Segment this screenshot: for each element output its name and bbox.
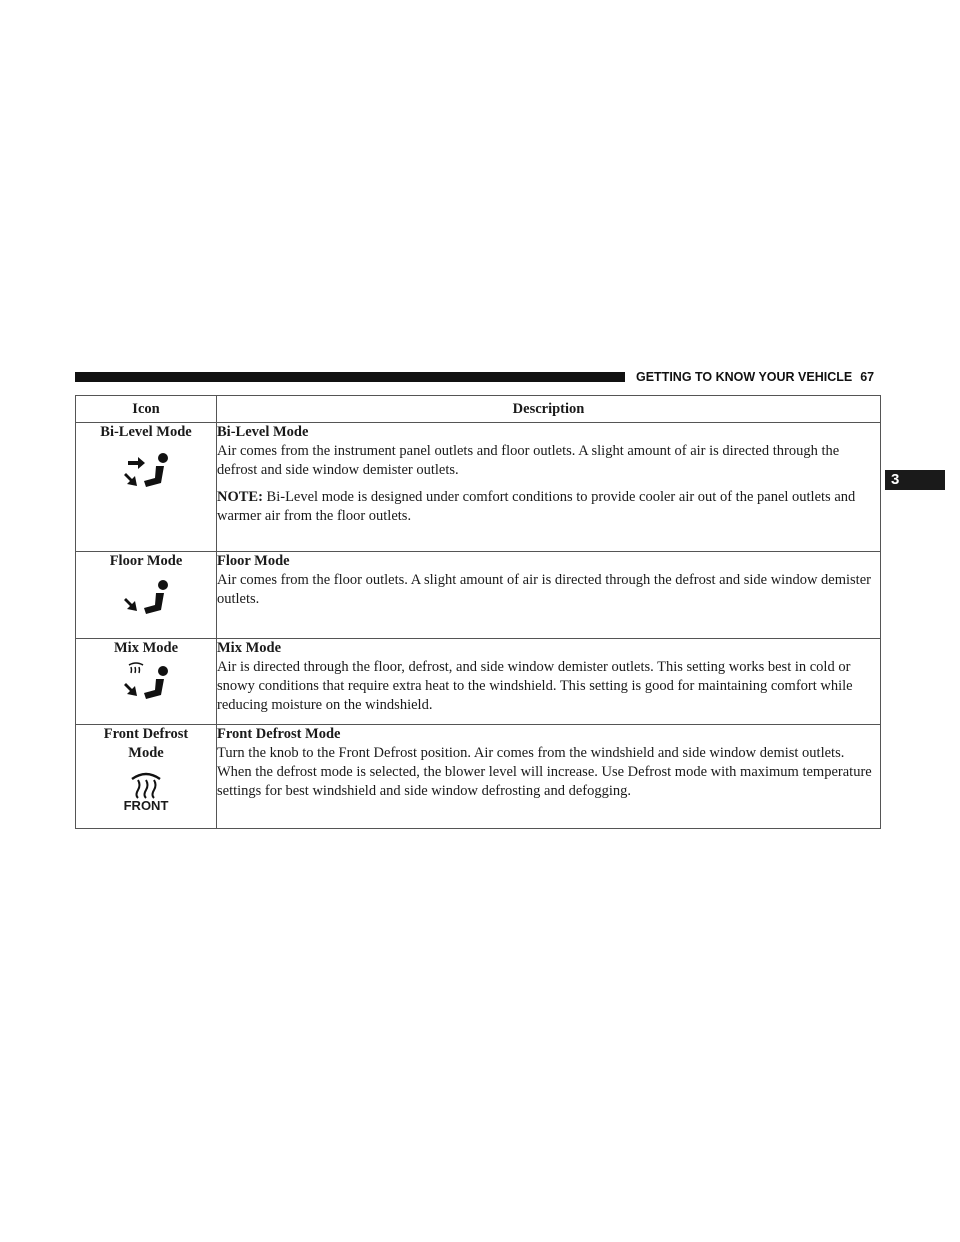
front-defrost-icon bbox=[126, 771, 166, 799]
section-title: GETTING TO KNOW YOUR VEHICLE bbox=[636, 370, 853, 384]
icon-label-line1: Front Defrost bbox=[103, 726, 189, 742]
mode-title: Floor Mode bbox=[217, 553, 290, 569]
icon-label: Bi-Level Mode bbox=[100, 424, 192, 440]
mix-mode-icon bbox=[116, 662, 176, 702]
icon-cell bbox=[76, 552, 217, 639]
column-header-description: Description bbox=[217, 396, 881, 423]
icon-cell bbox=[76, 639, 217, 725]
note-label: NOTE: bbox=[217, 489, 263, 505]
icon-cell bbox=[76, 725, 217, 829]
mode-table bbox=[75, 395, 881, 829]
icon-label: Mix Mode bbox=[113, 640, 179, 656]
mode-description: Turn the knob to the Front Defrost position. Air comes from the windshield and side window demist outlets. When the defrost mode is selected, the blower level will increase. Use Defrost mode with maximum temperature settings for best windshield and side window defrosting and defogging. bbox=[217, 745, 872, 799]
table-header-row bbox=[76, 396, 881, 423]
floor-mode-icon bbox=[116, 580, 176, 620]
mode-note bbox=[217, 488, 880, 526]
table-row bbox=[76, 725, 881, 829]
bi-level-mode-icon bbox=[116, 451, 176, 491]
description-cell bbox=[217, 552, 881, 639]
mode-title: Mix Mode bbox=[217, 640, 282, 656]
icon-label: Floor Mode bbox=[109, 553, 183, 569]
mode-title: Bi-Level Mode bbox=[217, 424, 309, 440]
note-text: Bi-Level mode is designed under comfort conditions to provide cooler air out of the panel outlets and warmer air from the floor outlets. bbox=[217, 489, 856, 524]
mode-title: Front Defrost Mode bbox=[217, 726, 341, 742]
mode-description: Air comes from the instrument panel outlets and floor outlets. A slight amount of air is directed through the defrost and side window demister outlets. bbox=[217, 443, 840, 478]
table-row bbox=[76, 552, 881, 639]
mode-description: Air is directed through the floor, defrost, and side window demister outlets. This setting works best in cold or snowy conditions that require extra heat to the windshield. This setting is good for maintaining comfort while reducing moisture on the windshield. bbox=[217, 659, 853, 713]
description-cell bbox=[217, 725, 881, 829]
header-rule bbox=[75, 372, 625, 382]
table-row bbox=[76, 423, 881, 552]
page-number: 67 bbox=[860, 370, 875, 384]
mode-description: Air comes from the floor outlets. A slight amount of air is directed through the defrost and side window demister outlets. bbox=[217, 572, 871, 607]
column-header-icon: Icon bbox=[76, 396, 217, 423]
running-header bbox=[636, 368, 881, 386]
icon-cell bbox=[76, 423, 217, 552]
description-cell bbox=[217, 423, 881, 552]
description-cell bbox=[217, 639, 881, 725]
table-row bbox=[76, 639, 881, 725]
chapter-tab: 3 bbox=[885, 470, 945, 490]
icon-label-line2: Mode bbox=[128, 745, 164, 761]
front-label: FRONT bbox=[123, 798, 169, 813]
